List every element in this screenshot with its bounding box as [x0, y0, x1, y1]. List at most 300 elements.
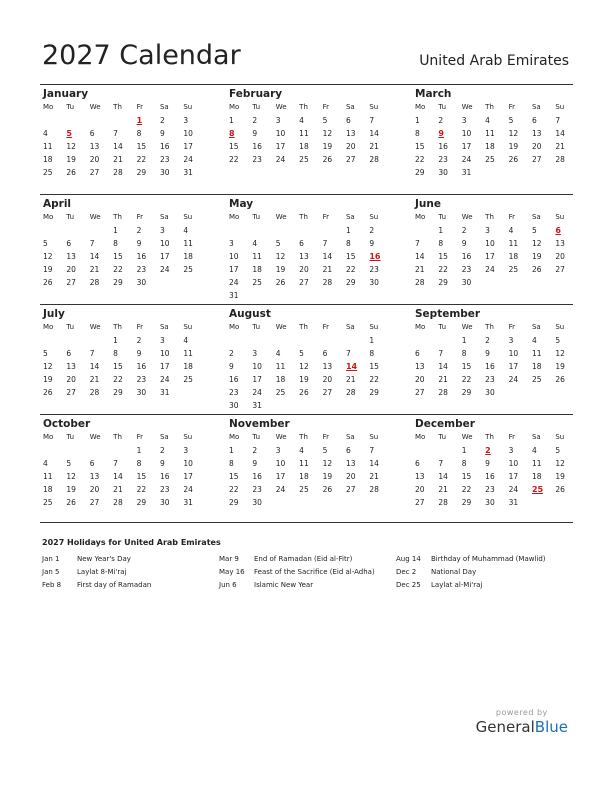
day-cell: 28	[89, 388, 100, 397]
day-cell: 28	[113, 498, 123, 507]
weekday-label: Su	[555, 213, 565, 221]
day-cell: 14	[438, 362, 448, 371]
week-row	[229, 127, 412, 140]
holiday-name: First day of Ramadan	[77, 581, 152, 589]
day-cell: 2	[252, 446, 258, 455]
week-row	[229, 386, 412, 399]
day-cell: 12	[555, 459, 565, 468]
weekday-label: Su	[555, 323, 565, 331]
day-cell: 1	[438, 226, 444, 235]
day-cell	[90, 224, 113, 237]
weekday-label: Sa	[345, 323, 355, 331]
weekday-label: We	[461, 433, 473, 441]
day-cell: 24	[508, 485, 519, 494]
day-cell: 26	[43, 388, 53, 397]
day-cell: 19	[555, 362, 565, 371]
day-cell: 29	[136, 498, 147, 507]
holiday-item	[219, 566, 396, 579]
week-row	[415, 140, 573, 153]
week-row	[229, 470, 412, 483]
day-cell	[252, 224, 275, 237]
day-cell: 15	[461, 362, 472, 371]
weekday-label: Fr	[136, 433, 143, 441]
day-cell: 3	[485, 226, 490, 235]
day-cell: 8	[229, 459, 234, 468]
holiday-date: Dec 25	[396, 581, 421, 589]
day-cell: 11	[531, 349, 542, 358]
weekday-header	[415, 101, 573, 114]
weekday-label: Su	[555, 433, 565, 441]
day-cell: 21	[89, 265, 100, 274]
weekday-header	[229, 431, 412, 444]
day-cell: 13	[299, 252, 309, 261]
day-cell: 12	[66, 472, 76, 481]
weekday-label: Tu	[252, 213, 261, 221]
weekday-label: Tu	[252, 103, 261, 111]
day-cell	[90, 334, 113, 347]
day-cell: 11	[531, 459, 542, 468]
day-cell: 30	[136, 388, 147, 397]
holiday-item	[219, 553, 396, 566]
holiday-name: Laylat al-Mi'raj	[431, 581, 483, 589]
week-row	[43, 276, 226, 289]
day-cell: 6	[89, 129, 95, 138]
day-cell: 26	[322, 485, 333, 494]
day-cell: 5	[66, 459, 72, 468]
day-cell: 9	[136, 239, 142, 248]
holiday-date: Feb 8	[42, 581, 62, 589]
day-cell: 29	[461, 498, 472, 507]
day-cell: 4	[275, 349, 281, 358]
weekday-label: We	[275, 433, 287, 441]
day-cell: 1	[229, 446, 234, 455]
day-cell	[90, 114, 113, 127]
day-cell: 16	[229, 375, 239, 384]
brand-general: General	[475, 718, 535, 736]
day-cell: 30	[438, 168, 448, 177]
weekday-label: Th	[299, 103, 308, 111]
day-cell: 6	[66, 239, 72, 248]
day-cell: 12	[43, 252, 53, 261]
holiday-date: Aug 14	[396, 555, 421, 563]
day-cell	[555, 386, 578, 399]
day-cell: 24	[275, 155, 286, 164]
weekday-header	[43, 321, 226, 334]
weekday-label: Fr	[508, 103, 515, 111]
day-cell: 19	[66, 485, 76, 494]
week-row	[229, 483, 412, 496]
holiday-item	[219, 579, 396, 592]
weekday-label: Mo	[229, 103, 240, 111]
day-cell: 16	[438, 142, 448, 151]
weekday-label: We	[89, 433, 101, 441]
week-row	[415, 444, 573, 457]
holiday-column	[42, 553, 219, 592]
day-cell: 1	[461, 336, 467, 345]
day-cell: 22	[415, 155, 425, 164]
day-cell	[276, 399, 299, 412]
day-cell: 9	[252, 129, 258, 138]
day-cell: 23	[136, 375, 147, 384]
holiday-day: 9	[438, 129, 444, 138]
weekday-label: Fr	[508, 213, 515, 221]
day-cell: 26	[43, 278, 53, 287]
day-cell: 10	[461, 129, 472, 138]
day-cell: 24	[461, 155, 472, 164]
day-cell: 31	[183, 168, 193, 177]
day-cell: 27	[555, 265, 565, 274]
day-cell: 6	[531, 116, 537, 125]
weekday-label: Th	[485, 433, 494, 441]
day-cell: 27	[415, 498, 425, 507]
day-cell	[369, 399, 392, 412]
day-cell: 19	[43, 375, 53, 384]
day-cell	[66, 114, 89, 127]
day-cell: 7	[89, 239, 95, 248]
weekday-header	[43, 431, 226, 444]
day-cell: 15	[113, 252, 123, 261]
holiday-name: New Year's Day	[77, 555, 131, 563]
weekday-label: Fr	[322, 323, 329, 331]
day-cell: 4	[299, 446, 304, 455]
day-cell: 17	[229, 265, 239, 274]
day-cell: 26	[322, 155, 333, 164]
day-cell: 15	[229, 142, 239, 151]
day-cell: 23	[438, 155, 448, 164]
day-cell: 3	[508, 446, 514, 455]
day-cell: 19	[508, 142, 519, 151]
day-cell: 20	[555, 252, 565, 261]
day-cell: 1	[113, 336, 118, 345]
day-cell: 23	[159, 485, 170, 494]
weekday-label: We	[275, 213, 287, 221]
weekday-label: We	[461, 323, 473, 331]
weekday-header	[43, 101, 226, 114]
day-cell: 27	[345, 155, 356, 164]
day-cell: 3	[229, 239, 234, 248]
day-cell: 31	[183, 498, 193, 507]
week-row	[43, 224, 226, 237]
day-cell: 9	[369, 239, 375, 248]
day-cell	[346, 289, 369, 302]
day-cell: 25	[43, 498, 53, 507]
day-cell: 29	[369, 388, 379, 397]
day-cell	[276, 334, 299, 347]
day-cell: 2	[159, 116, 165, 125]
day-cell: 20	[66, 265, 76, 274]
day-cell: 31	[252, 401, 262, 410]
day-cell	[323, 496, 346, 509]
day-cell: 5	[322, 446, 328, 455]
day-cell: 22	[345, 265, 356, 274]
day-cell: 6	[299, 239, 304, 248]
day-cell: 12	[531, 239, 542, 248]
day-cell: 9	[485, 459, 490, 468]
weekday-header	[415, 211, 573, 224]
day-cell: 15	[369, 362, 379, 371]
day-cell	[113, 114, 136, 127]
holiday-column	[219, 553, 396, 592]
day-cell: 3	[183, 446, 189, 455]
day-cell: 24	[275, 485, 286, 494]
day-cell: 6	[322, 349, 328, 358]
day-cell: 8	[461, 459, 467, 468]
day-cell: 6	[345, 446, 351, 455]
day-cell	[415, 444, 438, 457]
week-row	[229, 496, 412, 509]
day-cell: 20	[89, 485, 100, 494]
month-name: February	[229, 88, 283, 100]
day-cell: 29	[136, 168, 147, 177]
day-cell: 14	[89, 362, 100, 371]
day-cell	[229, 224, 252, 237]
holidays-title: 2027 Holidays for United Arab Emirates	[42, 538, 221, 547]
day-cell: 14	[322, 252, 333, 261]
week-row	[43, 444, 226, 457]
day-cell: 3	[252, 349, 258, 358]
day-cell: 17	[159, 362, 170, 371]
day-cell: 15	[438, 252, 448, 261]
day-cell	[113, 444, 136, 457]
calendar-row	[40, 304, 573, 414]
day-cell: 19	[555, 472, 565, 481]
holiday-day: 5	[66, 129, 72, 138]
day-cell: 1	[345, 226, 351, 235]
day-cell: 20	[415, 375, 425, 384]
week-row	[415, 237, 573, 250]
day-cell: 15	[229, 472, 239, 481]
day-cell: 2	[369, 226, 375, 235]
day-cell: 19	[322, 472, 333, 481]
day-cell: 2	[438, 116, 444, 125]
weekday-label: Tu	[66, 323, 75, 331]
day-cell: 9	[159, 459, 165, 468]
day-cell: 11	[43, 142, 53, 151]
holiday-day: 8	[229, 129, 235, 138]
day-cell: 26	[555, 485, 565, 494]
day-cell: 14	[113, 142, 123, 151]
day-cell: 24	[159, 375, 170, 384]
weekday-label: Sa	[345, 213, 355, 221]
page-title: 2027 Calendar	[42, 40, 241, 71]
week-row	[229, 373, 412, 386]
holiday-date: Jan 1	[42, 555, 60, 563]
day-cell	[346, 334, 369, 347]
day-cell: 13	[89, 472, 100, 481]
day-cell: 6	[415, 459, 420, 468]
day-cell: 15	[113, 362, 123, 371]
day-cell: 26	[299, 388, 309, 397]
day-cell: 21	[89, 375, 100, 384]
day-cell: 25	[299, 485, 309, 494]
week-row	[43, 360, 226, 373]
week-row	[229, 347, 412, 360]
day-cell: 11	[43, 472, 53, 481]
day-cell: 24	[229, 278, 239, 287]
weekday-label: We	[461, 103, 473, 111]
weekday-label: Th	[113, 323, 122, 331]
day-cell: 5	[275, 239, 281, 248]
day-cell	[252, 334, 275, 347]
week-row	[415, 166, 573, 179]
month-name: September	[415, 308, 481, 320]
week-row	[229, 289, 412, 302]
day-cell: 18	[183, 252, 193, 261]
weekday-label: Su	[183, 103, 193, 111]
week-row	[43, 127, 226, 140]
day-cell: 17	[252, 375, 262, 384]
day-cell: 3	[183, 116, 189, 125]
weekday-label: Sa	[159, 323, 169, 331]
day-cell: 14	[89, 252, 100, 261]
day-cell: 6	[415, 349, 420, 358]
day-cell: 22	[461, 375, 472, 384]
day-cell: 9	[229, 362, 234, 371]
day-cell: 1	[136, 446, 142, 455]
day-cell: 7	[438, 349, 444, 358]
week-row	[43, 140, 226, 153]
week-row	[229, 399, 412, 412]
day-cell: 20	[66, 375, 76, 384]
day-cell: 20	[415, 485, 425, 494]
day-cell: 22	[136, 485, 147, 494]
weekday-label: Th	[485, 213, 494, 221]
month-block	[226, 195, 412, 304]
week-row	[229, 237, 412, 250]
day-cell: 16	[159, 472, 170, 481]
day-cell: 9	[485, 349, 490, 358]
day-cell	[43, 224, 66, 237]
day-cell: 19	[275, 265, 286, 274]
day-cell: 14	[438, 472, 448, 481]
day-cell: 25	[508, 265, 519, 274]
day-cell: 13	[345, 459, 356, 468]
day-cell	[555, 166, 578, 179]
month-name: April	[43, 198, 72, 210]
day-cell: 11	[299, 129, 309, 138]
day-cell: 15	[136, 472, 147, 481]
day-cell: 10	[508, 459, 519, 468]
day-cell: 23	[136, 265, 147, 274]
footer-logo[interactable]	[476, 708, 568, 736]
weekday-label: Mo	[43, 323, 54, 331]
day-cell: 13	[415, 362, 425, 371]
day-cell: 27	[299, 278, 309, 287]
weekday-label: Th	[485, 103, 494, 111]
day-cell: 7	[345, 349, 351, 358]
day-cell: 23	[485, 485, 495, 494]
holiday-item	[396, 579, 573, 592]
day-cell: 3	[461, 116, 467, 125]
day-cell: 31	[461, 168, 472, 177]
day-cell: 27	[66, 388, 76, 397]
day-cell: 4	[43, 459, 48, 468]
week-row	[415, 127, 573, 140]
day-cell: 22	[229, 155, 239, 164]
week-row	[229, 263, 412, 276]
month-block	[40, 305, 226, 414]
day-cell: 11	[508, 239, 519, 248]
day-cell: 4	[43, 129, 48, 138]
day-cell: 20	[345, 472, 356, 481]
day-cell: 25	[485, 155, 495, 164]
day-cell: 10	[159, 349, 170, 358]
week-row	[415, 276, 573, 289]
week-row	[43, 457, 226, 470]
day-cell: 8	[461, 349, 467, 358]
weekday-label: Sa	[531, 323, 541, 331]
weekday-label: Fr	[322, 433, 329, 441]
day-cell: 29	[461, 388, 472, 397]
brand-blue: Blue	[534, 718, 568, 736]
day-cell: 30	[159, 168, 170, 177]
weekday-label: Tu	[252, 433, 261, 441]
day-cell	[369, 496, 392, 509]
holiday-name: Feast of the Sacrifice (Eid al-Adha)	[254, 568, 375, 576]
day-cell: 22	[461, 485, 472, 494]
weekday-label: Su	[183, 323, 193, 331]
weekday-label: Sa	[531, 213, 541, 221]
day-cell: 28	[369, 485, 379, 494]
day-cell: 18	[485, 142, 495, 151]
weekday-label: Su	[183, 433, 193, 441]
day-cell: 21	[415, 265, 425, 274]
day-cell	[43, 334, 66, 347]
day-cell: 30	[229, 401, 239, 410]
weekday-label: Mo	[415, 103, 426, 111]
holiday-day: 16	[369, 252, 381, 261]
holiday-item	[42, 553, 219, 566]
weekday-label: Sa	[159, 433, 169, 441]
day-cell: 14	[369, 129, 379, 138]
weekday-label: Mo	[415, 323, 426, 331]
day-cell: 5	[555, 336, 561, 345]
weekday-label: Tu	[66, 213, 75, 221]
day-cell: 11	[183, 239, 193, 248]
day-cell: 7	[89, 349, 95, 358]
day-cell	[160, 276, 183, 289]
day-cell	[66, 444, 89, 457]
day-cell	[532, 386, 555, 399]
day-cell: 1	[415, 116, 420, 125]
day-cell: 27	[415, 388, 425, 397]
day-cell	[276, 224, 299, 237]
day-cell	[252, 289, 275, 302]
day-cell: 26	[66, 168, 76, 177]
day-cell	[183, 386, 206, 399]
week-row	[415, 386, 573, 399]
day-cell: 22	[113, 265, 123, 274]
day-cell	[66, 224, 89, 237]
day-cell: 5	[531, 226, 537, 235]
month-block	[40, 415, 226, 524]
day-cell: 5	[43, 239, 48, 248]
day-cell: 18	[275, 375, 286, 384]
day-cell: 13	[89, 142, 100, 151]
day-cell: 10	[183, 459, 193, 468]
weekday-label: Th	[113, 103, 122, 111]
day-cell: 30	[369, 278, 379, 287]
holiday-date: Jan 5	[42, 568, 60, 576]
weekday-label: Mo	[415, 213, 426, 221]
day-cell: 31	[159, 388, 170, 397]
day-cell: 29	[415, 168, 425, 177]
day-cell: 13	[66, 362, 76, 371]
weekday-label: Mo	[43, 213, 54, 221]
weekday-label: Th	[113, 433, 122, 441]
day-cell	[66, 334, 89, 347]
day-cell: 10	[275, 459, 286, 468]
